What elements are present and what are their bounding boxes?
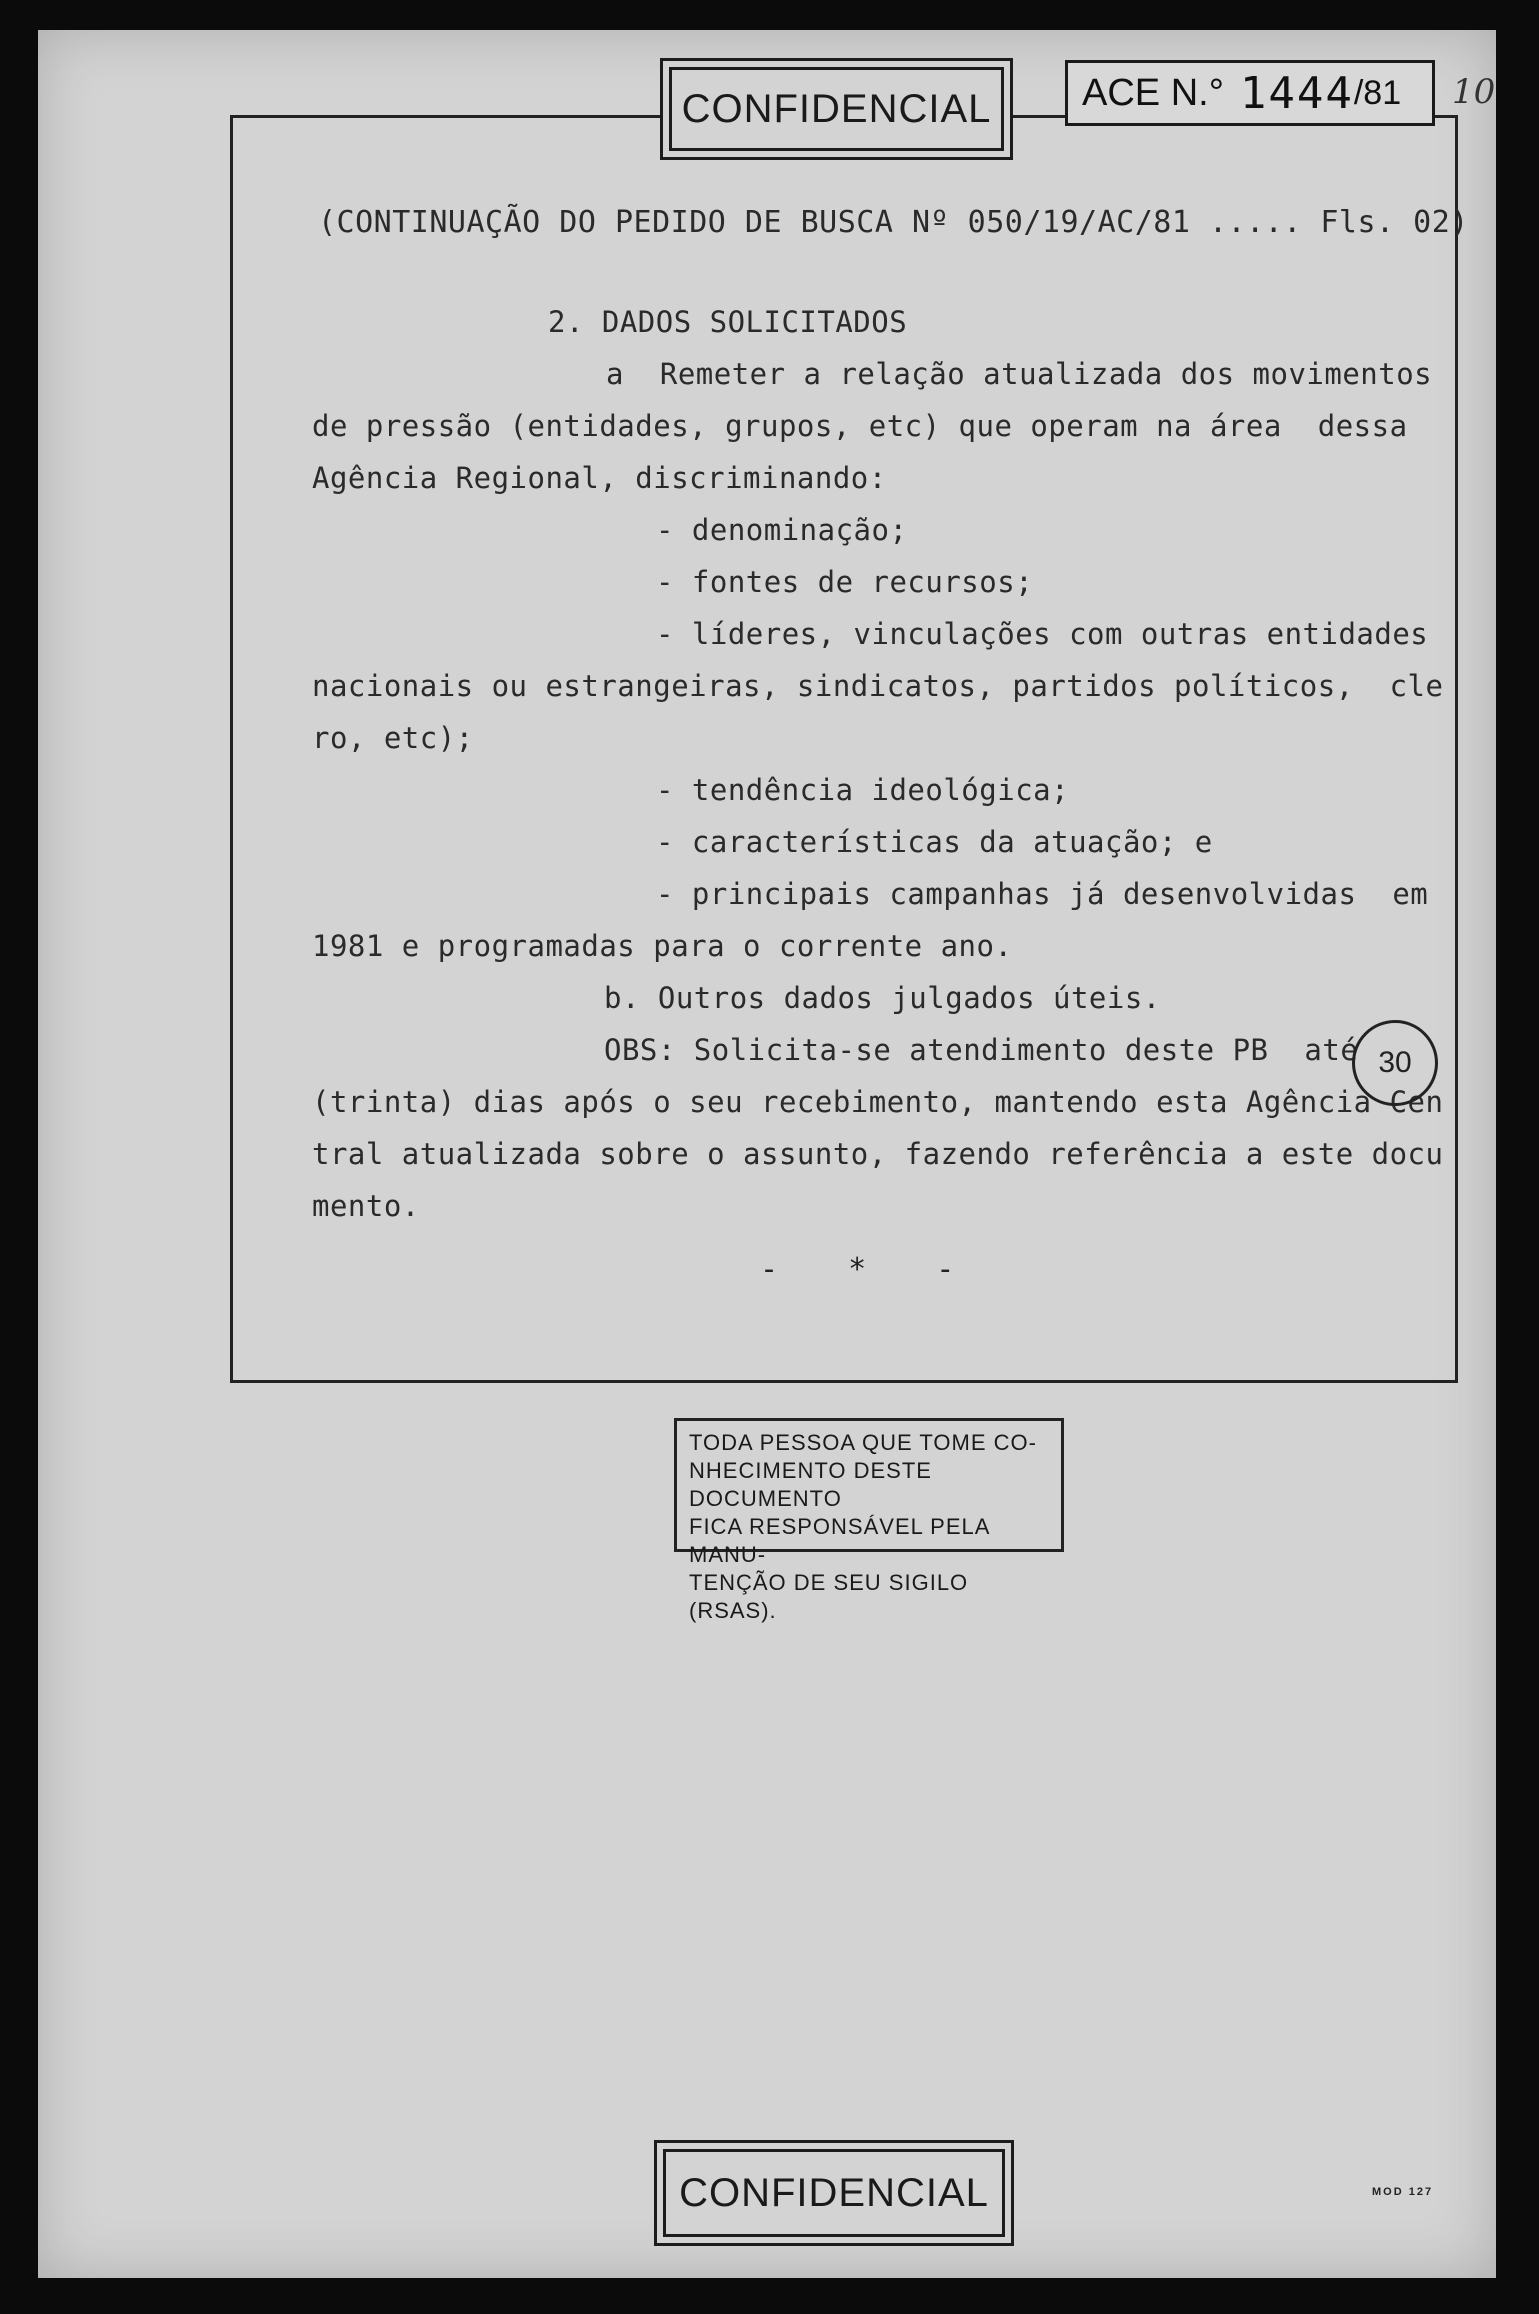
section-heading: 2. DADOS SOLICITADOS: [548, 305, 908, 339]
list-item: - fontes de recursos;: [656, 565, 1034, 599]
notice-line: TODA PESSOA QUE TOME CO-: [689, 1430, 1037, 1455]
body-line: de pressão (entidades, grupos, etc) que operam na área dessa: [312, 409, 1408, 443]
list-item: - líderes, vinculações com outras entidades: [656, 617, 1429, 651]
obs-line: OBS: Solicita-se atendimento deste PB até: [604, 1033, 1359, 1067]
confidential-stamp-top-label: CONFIDENCIAL: [669, 67, 1004, 151]
model-code: MOD 127: [1372, 2186, 1434, 2198]
body-line: tral atualizada sobre o assunto, fazendo referência a este docu: [312, 1137, 1444, 1171]
notice-line: NHECIMENTO DESTE DOCUMENTO: [689, 1458, 932, 1511]
ace-suffix: /81: [1353, 73, 1402, 112]
body-line: nacionais ou estrangeiras, sindicatos, partidos políticos, cle: [312, 669, 1444, 703]
margin-page-note: 10: [1452, 72, 1496, 112]
secrecy-notice-box: [674, 1418, 1064, 1623]
body-line: 1981 e programadas para o corrente ano.: [312, 929, 1013, 963]
body-line: ro, etc);: [312, 721, 474, 755]
ace-number-box: [1065, 60, 1435, 126]
list-item: - características da atuação; e: [656, 825, 1213, 859]
confidential-stamp-bottom-label: CONFIDENCIAL: [663, 2149, 1005, 2237]
list-item: - tendência ideológica;: [656, 773, 1070, 807]
body-line: mento.: [312, 1189, 420, 1223]
confidential-stamp-top: [660, 58, 1013, 160]
end-separator: - * -: [760, 1252, 981, 1287]
list-item: - principais campanhas já desenvolvidas em: [656, 877, 1429, 911]
notice-line: FICA RESPONSÁVEL PELA MANU-: [689, 1514, 990, 1567]
body-line: (trinta) dias após o seu recebimento, mantendo esta Agência Cen: [312, 1085, 1444, 1119]
notice-line: TENÇÃO DE SEU SIGILO (RSAS).: [689, 1570, 969, 1623]
continuation-line: (CONTINUAÇÃO DO PEDIDO DE BUSCA Nº 050/19/AC/81 ..... Fls. 02): [318, 205, 1469, 240]
circled-number: 30: [1352, 1020, 1438, 1106]
body-line: Agência Regional, discriminando:: [312, 461, 887, 495]
body-line: a Remeter a relação atualizada dos movimentos: [606, 357, 1433, 391]
body-line: b. Outros dados julgados úteis.: [604, 981, 1161, 1015]
ace-label: ACE N.°: [1082, 71, 1224, 114]
confidential-stamp-bottom: [654, 2140, 1014, 2246]
list-item: - denominação;: [656, 513, 908, 547]
ace-number: 1444: [1239, 67, 1354, 119]
